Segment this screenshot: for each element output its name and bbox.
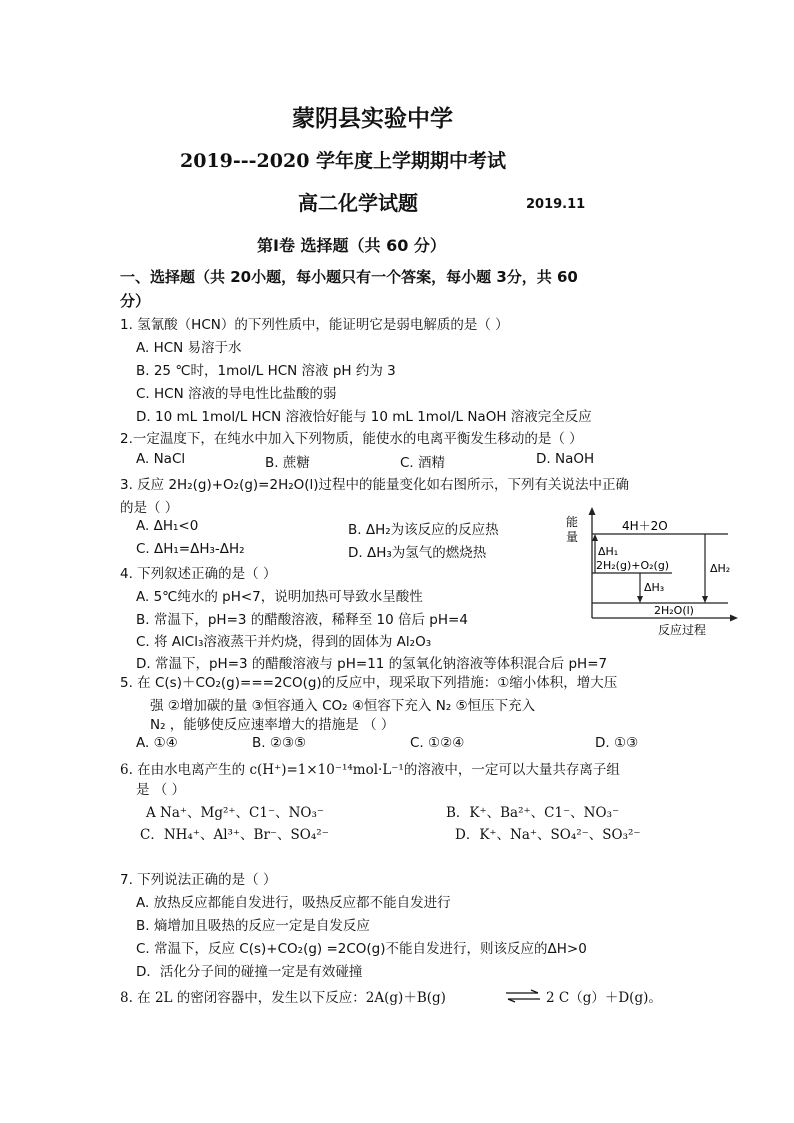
q3-stem-line2: 的是（ ） — [120, 500, 179, 516]
q6-option-d: D．K⁺、Na⁺、SO₄²⁻、SO₃²⁻ — [455, 827, 641, 843]
q1-option-c: C. HCN 溶液的导电性比盐酸的弱 — [136, 386, 337, 402]
q4-stem: 4. 下列叙述正确的是（ ） — [120, 566, 277, 582]
q2-option-d: D. NaOH — [536, 451, 595, 467]
q7-option-b: B. 熵增加且吸热的反应一定是自发反应 — [136, 918, 370, 934]
q1-option-b: B. 25 ℃时，1mol/L HCN 溶液 pH 约为 3 — [136, 363, 396, 379]
q2-option-c: C. 酒精 — [400, 455, 446, 471]
exam-term: 2019---2020 学年度上学期期中考试 — [180, 150, 507, 172]
level-mid-label: 2H₂(g)+O₂(g) — [596, 559, 670, 572]
dh2-label: ΔH₂ — [710, 562, 731, 575]
school-title: 蒙阴县实验中学 — [292, 105, 453, 132]
energy-axis-x-arrow — [730, 615, 738, 622]
q1-stem: 1. 氢氰酸（HCN）的下列性质中，能证明它是弱电解质的是（ ） — [120, 317, 509, 333]
q7-option-d: D．活化分子间的碰撞一定是有效碰撞 — [136, 964, 363, 980]
q5-option-c: C. ①②④ — [410, 735, 465, 751]
q8-stem-start: 8. 在 2L 的密闭容器中，发生以下反应：2A(g)＋B(g) — [120, 990, 446, 1006]
q6-option-b: B．K⁺、Ba²⁺、C1⁻、NO₃⁻ — [446, 805, 620, 821]
q4-option-c: C. 将 AlCl₃溶液蒸干并灼烧，得到的固体为 Al₂O₃ — [136, 634, 432, 650]
exam-subject: 高二化学试题 — [298, 191, 418, 215]
level-bottom-label: 2H₂O(l) — [654, 604, 694, 617]
q2-option-b: B. 蔗糖 — [265, 455, 310, 471]
q4-option-b: B. 常温下，pH=3 的醋酸溶液，稀释至 10 倍后 pH=4 — [136, 612, 468, 628]
q3-option-d: D. ΔH₃为氢气的燃烧热 — [348, 545, 487, 561]
q3-stem-line1: 3. 反应 2H₂(g)+O₂(g)=2H₂O(l)过程中的能量变化如右图所示，下列有关说法中正确 — [120, 477, 630, 493]
q7-stem: 7. 下列说法正确的是（ ） — [120, 872, 277, 888]
q3-option-c: C. ΔH₁=ΔH₃-ΔH₂ — [136, 541, 245, 557]
exam-date: 2019.11 — [526, 197, 586, 212]
q7-option-a: A. 放热反应都能自发进行，吸热反应都不能自发进行 — [136, 895, 451, 911]
q2-stem: 2.一定温度下，在纯水中加入下列物质，能使水的电离平衡发生移动的是（ ） — [120, 431, 583, 447]
energy-diagram — [562, 506, 742, 638]
q6-stem-line2: 是 （ ） — [136, 782, 186, 798]
q1-option-d: D. 10 mL 1mol/L HCN 溶液恰好能与 10 mL 1mol/L NaOH 溶液完全反应 — [136, 409, 592, 425]
q5-option-d: D. ①③ — [595, 735, 639, 751]
section-title-line2: 分） — [120, 292, 151, 310]
level-top-label: 4H＋2O — [622, 519, 668, 533]
energy-axis-y-arrow — [589, 507, 596, 515]
section-title-line1: 一、选择题（共 20小题，每小题只有一个答案，每小题 3分，共 60 — [120, 268, 578, 286]
q4-option-d: D. 常温下，pH=3 的醋酸溶液与 pH=11 的氢氧化钠溶液等体积混合后 pH=7 — [136, 656, 608, 672]
dh3-label: ΔH₃ — [644, 581, 665, 594]
q3-option-a: A. ΔH₁<0 — [136, 518, 199, 534]
q4-option-a: A. 5℃纯水的 pH<7，说明加热可导致水呈酸性 — [136, 589, 423, 605]
q5-option-b: B. ②③⑤ — [252, 735, 307, 751]
q5-option-a: A. ①④ — [136, 735, 178, 751]
q7-option-c: C. 常温下，反应 C(s)+CO₂(g) =2CO(g)不能自发进行，则该反应的ΔH>0 — [136, 941, 587, 957]
q8-stem-end: 2 C（g）＋D(g)。 — [546, 990, 662, 1006]
q6-stem-line1: 6. 在由水电离产生的 c(H⁺)=1×10⁻¹⁴mol·L⁻¹的溶液中，一定可以大量共存离子组 — [120, 762, 620, 778]
q5-stem-line3: N₂ ，能够使反应速率增大的措施是 （ ） — [150, 717, 395, 733]
x-axis-label: 反应过程 — [658, 623, 707, 637]
q6-option-a: A Na⁺、Mg²⁺、C1⁻、NO₃⁻ — [146, 805, 324, 821]
q6-option-c: C．NH₄⁺、Al³⁺、Br⁻、SO₄²⁻ — [140, 827, 329, 843]
equilibrium-arrow-icon — [504, 989, 542, 1003]
y-axis-label-char1: 能量 — [566, 515, 579, 544]
q5-stem-line2: 强 ②增加碳的量 ③恒容通入 CO₂ ④恒容下充入 N₂ ⑤恒压下充入 — [150, 698, 536, 714]
q2-option-a: A. NaCl — [136, 451, 186, 467]
volume-title: 第Ⅰ卷 选择题（共 60 分） — [257, 236, 446, 255]
q5-stem-line1: 5. 在 C(s)＋CO₂(g)===2CO(g)的反应中，现采取下列措施：①缩小体积，增大压 — [120, 675, 618, 691]
dh1-label: ΔH₁ — [598, 545, 619, 558]
q1-option-a: A. HCN 易溶于水 — [136, 340, 242, 356]
q3-option-b: B. ΔH₂为该反应的反应热 — [348, 522, 499, 538]
